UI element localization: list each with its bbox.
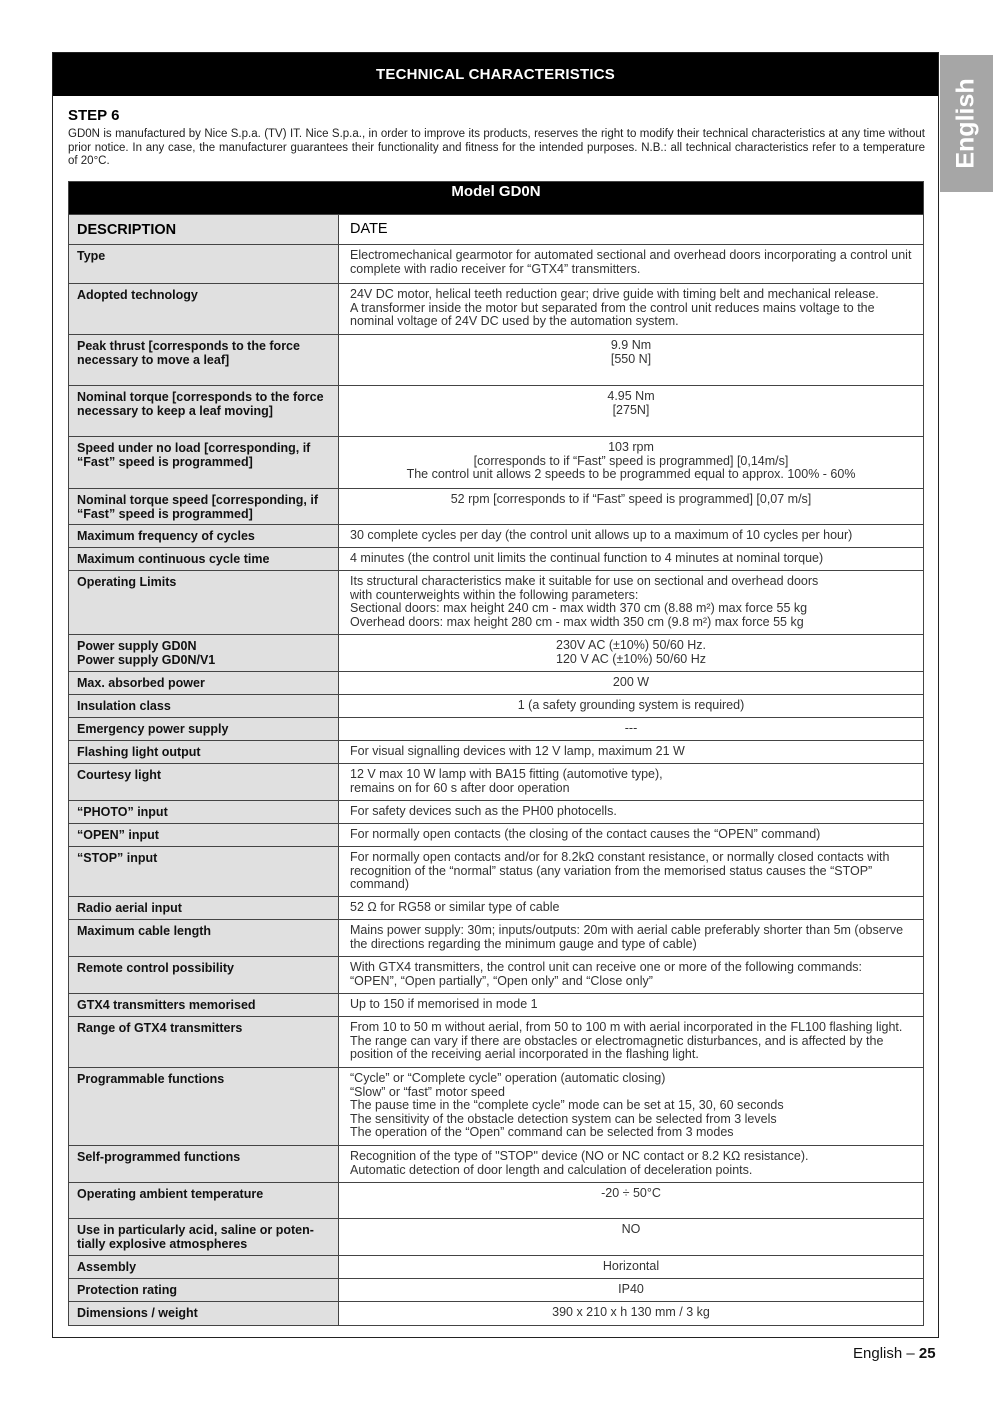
row-value: 52 rpm [corresponds to if “Fast” speed is programmed] [0,07 m/s] xyxy=(339,489,924,525)
row-label: Insulation class xyxy=(69,695,339,718)
row-label: Emergency power supply xyxy=(69,718,339,741)
row-label: Operating ambient temperature xyxy=(69,1183,339,1219)
table-row xyxy=(69,489,924,525)
row-value: Horizontal xyxy=(339,1256,924,1279)
row-value: 103 rpm [corresponds to if “Fast” speed is programmed] [0,14m/s] The control unit allows 2 speeds to be programmed equal to approx. 100% - 60% xyxy=(339,437,924,489)
row-label: Speed under no load [corresponding, if “Fast” speed is programmed] xyxy=(69,437,339,489)
table-row xyxy=(69,1068,924,1146)
row-value: -20 ÷ 50°C xyxy=(339,1183,924,1219)
row-value: 200 W xyxy=(339,672,924,695)
column-header-description: DESCRIPTION xyxy=(69,215,339,245)
row-label: Maximum frequency of cycles xyxy=(69,525,339,548)
row-label: GTX4 transmitters memorised xyxy=(69,994,339,1017)
row-value: Its structural characteristics make it suitable for use on sectional and overhead doors with counterweights within the following parameters: Sectional doors: max height 240 cm - max width 370 cm (8.88 m²) max force 55 kg Overhead doors: max height 280 cm - max width 350 cm (9.8 m²) max force 55 kg xyxy=(339,571,924,635)
table-row xyxy=(69,1183,924,1219)
row-label: Adopted technology xyxy=(69,284,339,335)
row-value: 4 minutes (the control unit limits the continual function to 4 minutes at nominal torque) xyxy=(339,548,924,571)
table-row xyxy=(69,245,924,284)
row-label: Range of GTX4 transmitters xyxy=(69,1017,339,1068)
table-row xyxy=(69,994,924,1017)
row-value: 12 V max 10 W lamp with BA15 fitting (automotive type), remains on for 60 s after door operation xyxy=(339,764,924,801)
row-label: “STOP” input xyxy=(69,847,339,897)
table-row xyxy=(69,1017,924,1068)
table-row xyxy=(69,1146,924,1183)
page-footer xyxy=(853,1345,936,1362)
row-label: “PHOTO” input xyxy=(69,801,339,824)
column-header-row xyxy=(69,215,924,245)
row-value: NO xyxy=(339,1219,924,1256)
table-row xyxy=(69,635,924,672)
model-title: Model GD0N xyxy=(69,182,924,215)
section-header: TECHNICAL CHARACTERISTICS xyxy=(53,53,938,96)
table-row xyxy=(69,920,924,957)
table-row xyxy=(69,548,924,571)
row-label: Use in particularly acid, saline or poten- tially explosive atmospheres xyxy=(69,1219,339,1256)
row-label: Radio aerial input xyxy=(69,897,339,920)
row-label: Self-programmed functions xyxy=(69,1146,339,1183)
row-label: Flashing light output xyxy=(69,741,339,764)
language-tab xyxy=(940,55,993,192)
row-value: For normally open contacts and/or for 8.2kΩ constant resistance, or normally closed contacts with recognition of the “normal” status (any variation from the memorised status causes the “STOP” command) xyxy=(339,847,924,897)
row-label: Peak thrust [corresponds to the force necessary to move a leaf] xyxy=(69,335,339,386)
step-title: STEP 6 xyxy=(68,107,120,124)
table-row xyxy=(69,957,924,994)
row-value: 52 Ω for RG58 or similar type of cable xyxy=(339,897,924,920)
row-value: 230V AC (±10%) 50/60 Hz. 120 V AC (±10%) 50/60 Hz xyxy=(339,635,924,672)
table-row xyxy=(69,386,924,437)
row-value: 390 x 210 x h 130 mm / 3 kg xyxy=(339,1302,924,1326)
page-number: 25 xyxy=(918,1345,936,1362)
row-label: Remote control possibility xyxy=(69,957,339,994)
row-label: “OPEN” input xyxy=(69,824,339,847)
language-tab-label: English xyxy=(952,78,981,169)
row-value: For normally open contacts (the closing of the contact causes the “OPEN” command) xyxy=(339,824,924,847)
table-row xyxy=(69,741,924,764)
footer-language: English – xyxy=(853,1345,915,1362)
table-row xyxy=(69,718,924,741)
row-label: Assembly xyxy=(69,1256,339,1279)
row-value: 9.9 Nm [550 N] xyxy=(339,335,924,386)
table-row xyxy=(69,1302,924,1326)
row-label: Dimensions / weight xyxy=(69,1302,339,1326)
row-label: Nominal torque [corresponds to the force necessary to keep a leaf moving] xyxy=(69,386,339,437)
row-label: Max. absorbed power xyxy=(69,672,339,695)
row-label: Courtesy light xyxy=(69,764,339,801)
table-row xyxy=(69,571,924,635)
table-row xyxy=(69,824,924,847)
row-label: Maximum continuous cycle time xyxy=(69,548,339,571)
row-label: Protection rating xyxy=(69,1279,339,1302)
model-header-row xyxy=(69,182,924,215)
table-row xyxy=(69,1279,924,1302)
row-value: 4.95 Nm [275N] xyxy=(339,386,924,437)
table-row xyxy=(69,335,924,386)
table-row xyxy=(69,1256,924,1279)
row-value: Recognition of the type of "STOP" device (NO or NC contact or 8.2 KΩ resistance). Automatic detection of door length and calculation of deceleration points. xyxy=(339,1146,924,1183)
column-header-date: DATE xyxy=(339,215,924,245)
row-label: Nominal torque speed [corresponding, if “Fast” speed is programmed] xyxy=(69,489,339,525)
row-value: With GTX4 transmitters, the control unit can receive one or more of the following commands: “OPEN”, “Open partially”, “Open only” and “Close only” xyxy=(339,957,924,994)
table-row xyxy=(69,437,924,489)
row-value: From 10 to 50 m without aerial, from 50 to 100 m with aerial incorporated in the FL100 flashing light. The range can vary if there are obstacles or electromagnetic disturbances, and is affected by the position of the receiving aerial incorporated in the flashing light. xyxy=(339,1017,924,1068)
row-value: 1 (a safety grounding system is required) xyxy=(339,695,924,718)
table-row xyxy=(69,525,924,548)
table-row xyxy=(69,284,924,335)
table-row xyxy=(69,695,924,718)
table-row xyxy=(69,847,924,897)
table-row xyxy=(69,801,924,824)
row-label: Operating Limits xyxy=(69,571,339,635)
table-row xyxy=(69,672,924,695)
row-value: “Cycle” or “Complete cycle” operation (automatic closing) “Slow” or “fast” motor speed The pause time in the “complete cycle” mode can be set at 15, 30, 60 seconds The sensitivity of the obstacle detection system can be selected from 3 levels The operation of the “Open” command can be selected from 3 modes xyxy=(339,1068,924,1146)
row-value: 30 complete cycles per day (the control unit allows up to a maximum of 10 cycles per hour) xyxy=(339,525,924,548)
row-label: Maximum cable length xyxy=(69,920,339,957)
row-label: Power supply GD0N Power supply GD0N/V1 xyxy=(69,635,339,672)
row-label: Programmable functions xyxy=(69,1068,339,1146)
row-value: Electromechanical gearmotor for automated sectional and overhead doors incorporating a control unit complete with radio receiver for “GTX4” transmitters. xyxy=(339,245,924,284)
row-value: 24V DC motor, helical teeth reduction gear; drive guide with timing belt and mechanical release. A transformer inside the motor but separated from the control unit reduces mains voltage to the nominal voltage of 24V DC used by the automation system. xyxy=(339,284,924,335)
row-value: IP40 xyxy=(339,1279,924,1302)
table-row xyxy=(69,897,924,920)
row-value: For visual signalling devices with 12 V lamp, maximum 21 W xyxy=(339,741,924,764)
spec-table xyxy=(68,181,924,1326)
intro-paragraph: GD0N is manufactured by Nice S.p.a. (TV) IT. Nice S.p.a., in order to improve its products, reserves the right to modify their technical characteristics at any time without prior notice. In any case, the manufacturer guarantees their functionality and fitness for the intended purposes. N.B.: all technical characteristics refer to a temperature of 20°C. xyxy=(68,128,925,167)
row-value: --- xyxy=(339,718,924,741)
row-value: Mains power supply: 30m; inputs/outputs: 20m with aerial cable preferably shorter than 5m (observe the directions regarding the minimum gauge and type of cable) xyxy=(339,920,924,957)
row-value: Up to 150 if memorised in mode 1 xyxy=(339,994,924,1017)
table-row xyxy=(69,1219,924,1256)
row-value: For safety devices such as the PH00 photocells. xyxy=(339,801,924,824)
row-label: Type xyxy=(69,245,339,284)
table-row xyxy=(69,764,924,801)
